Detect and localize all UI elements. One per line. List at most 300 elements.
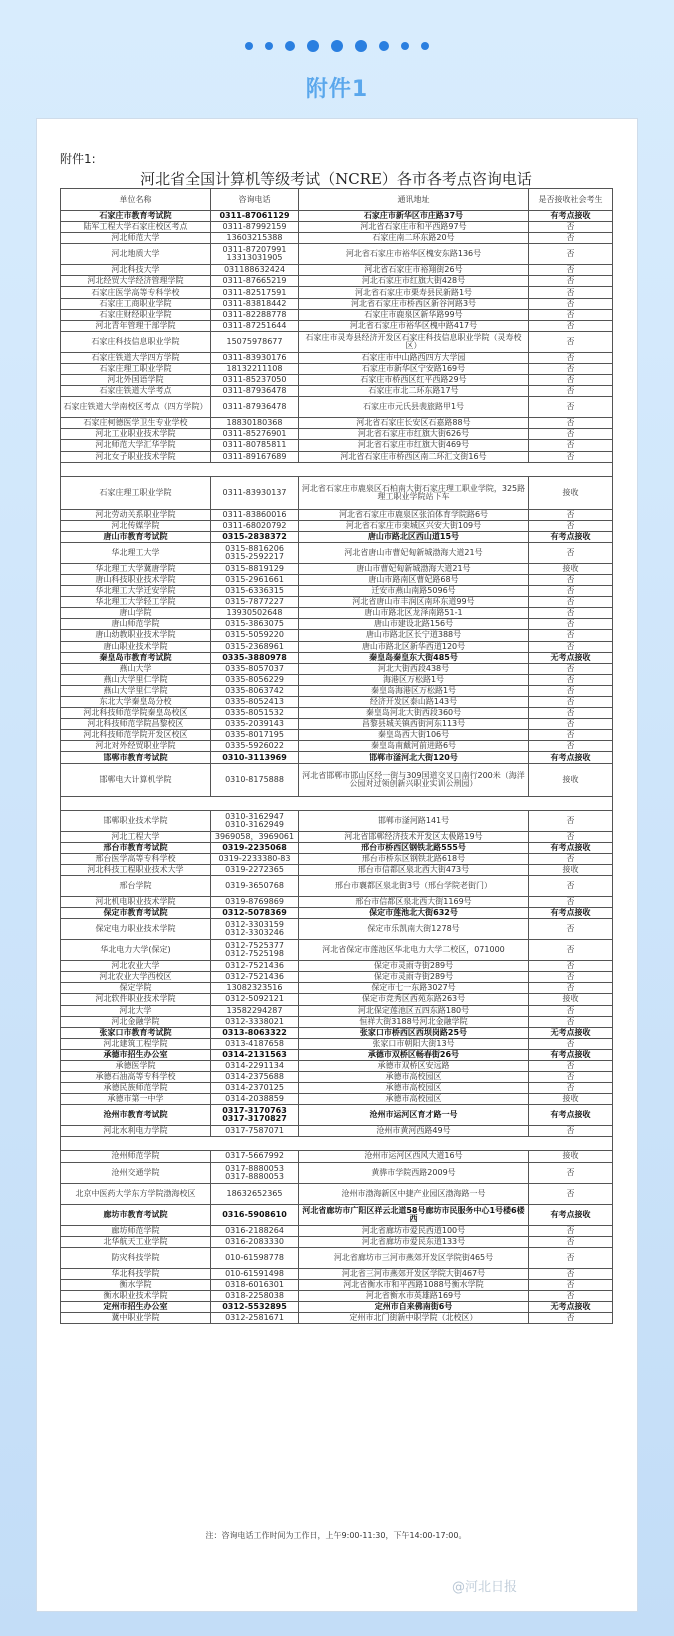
- accept-cell: 否: [529, 719, 613, 730]
- accept-cell: 否: [529, 509, 613, 520]
- unit-name-cell: 河北传媒学院: [61, 520, 211, 531]
- carousel-dots: [0, 40, 674, 52]
- accept-cell: 否: [529, 685, 613, 696]
- table-row: [61, 429, 613, 440]
- phone-cell: 13082323516: [211, 983, 299, 994]
- accept-cell: 否: [529, 1225, 613, 1236]
- table-row: [61, 940, 613, 961]
- phone-cell: 0310-8175888: [211, 763, 299, 796]
- accept-cell: 否: [529, 697, 613, 708]
- table-gap-row: [61, 462, 613, 476]
- unit-name-cell: 邯郸职业技术学院: [61, 810, 211, 831]
- accept-cell: 有考点接收: [529, 1204, 613, 1225]
- address-cell: 河北省廊坊市爱民东道133号: [299, 1236, 529, 1247]
- unit-name-cell: 唐山学院: [61, 608, 211, 619]
- table-row: [61, 908, 613, 919]
- table-row: [61, 619, 613, 630]
- unit-name-cell: 河北师范大学: [61, 233, 211, 244]
- accept-cell: 否: [529, 597, 613, 608]
- dot-icon: [265, 42, 273, 50]
- address-cell: 河北省保定市莲池区华北电力大学二校区，071000: [299, 940, 529, 961]
- phone-cell: 0311-83930137: [211, 476, 299, 509]
- table-row: [61, 418, 613, 429]
- table-header-row: [61, 189, 613, 211]
- table-row: [61, 531, 613, 542]
- table-row: [61, 919, 613, 940]
- unit-name-cell: 河北科技师范学院昌黎校区: [61, 719, 211, 730]
- address-cell: 邢台市桥西区钢铁北路555号: [299, 842, 529, 853]
- address-cell: 承德市高校园区: [299, 1083, 529, 1094]
- table-row: [61, 1247, 613, 1268]
- table-row: [61, 961, 613, 972]
- phone-cell: 0317-7587071: [211, 1126, 299, 1137]
- accept-cell: 有考点接收: [529, 908, 613, 919]
- address-cell: 河北石家庄市红旗大街428号: [299, 276, 529, 287]
- table-row: [61, 222, 613, 233]
- phone-cell: 0311-85237050: [211, 375, 299, 386]
- unit-name-cell: 河北农业大学: [61, 961, 211, 972]
- phone-cell: 0311-83930176: [211, 352, 299, 363]
- dot-icon: [285, 41, 295, 51]
- accept-cell: 无考点接收: [529, 652, 613, 663]
- address-cell: 昌黎县城关镇西街河东113号: [299, 719, 529, 730]
- phone-cell: 0335-5926022: [211, 741, 299, 752]
- unit-name-cell: 石家庄市教育考试院: [61, 211, 211, 222]
- accept-cell: 否: [529, 1268, 613, 1279]
- address-cell: 邢台市信都区泉北西大街1169号: [299, 896, 529, 907]
- document-title: 河北省全国计算机等级考试（NCRE）各市各考点咨询电话: [140, 170, 532, 188]
- phone-cell: 0311-68020792: [211, 520, 299, 531]
- phone-cell: 0311-82288778: [211, 309, 299, 320]
- table-row: [61, 730, 613, 741]
- phone-cell: 0312-5092121: [211, 994, 299, 1005]
- table-row: [61, 1126, 613, 1137]
- unit-name-cell: 石家庄铁道大学四方学院: [61, 352, 211, 363]
- accept-cell: 否: [529, 630, 613, 641]
- table-row: [61, 363, 613, 374]
- address-cell: 海港区万松路1号: [299, 674, 529, 685]
- unit-name-cell: 燕山大学里仁学院: [61, 685, 211, 696]
- address-cell: 河北省石家庄市红旗大街469号: [299, 440, 529, 451]
- table-row: [61, 741, 613, 752]
- unit-name-cell: 河北建筑工程学院: [61, 1038, 211, 1049]
- accept-cell: 接收: [529, 1094, 613, 1105]
- table-row: [61, 586, 613, 597]
- accept-cell: 否: [529, 265, 613, 276]
- address-cell: 河北省石家庄市红旗大街626号: [299, 429, 529, 440]
- address-cell: 邢台市桥东区钢铁北路618号: [299, 853, 529, 864]
- phone-cell: 031188632424: [211, 265, 299, 276]
- phone-cell: 0335-3880978: [211, 652, 299, 663]
- accept-cell: 否: [529, 730, 613, 741]
- address-cell: 唐山市路北区龙泽南路51-1: [299, 608, 529, 619]
- accept-cell: 否: [529, 641, 613, 652]
- phone-cell: 0311-82517591: [211, 287, 299, 298]
- phone-cell: 0312-7521436: [211, 972, 299, 983]
- phone-cell: 0318-2258038: [211, 1290, 299, 1301]
- unit-name-cell: 华北理工大学迁安学院: [61, 586, 211, 597]
- accept-cell: 否: [529, 586, 613, 597]
- accept-cell: 否: [529, 520, 613, 531]
- phone-cell: 0319-3650768: [211, 875, 299, 896]
- phone-cell: 0335-8052413: [211, 697, 299, 708]
- table-row: [61, 752, 613, 763]
- accept-cell: 否: [529, 1162, 613, 1183]
- address-cell: 邯郸市滏河路141号: [299, 810, 529, 831]
- address-cell: 承德市双桥区畅春街26号: [299, 1049, 529, 1060]
- unit-name-cell: 华北科技学院: [61, 1268, 211, 1279]
- address-cell: 定州市自来佛南街6号: [299, 1302, 529, 1313]
- phone-cell: 3969058，3969061: [211, 831, 299, 842]
- address-cell: 河北省三河市燕郊开发区学院大街467号: [299, 1268, 529, 1279]
- table-row: [61, 630, 613, 641]
- table-row: [61, 597, 613, 608]
- unit-name-cell: 唐山职业技术学院: [61, 641, 211, 652]
- table-row: [61, 1072, 613, 1083]
- table-row: [61, 287, 613, 298]
- table-gap-row: [61, 1137, 613, 1151]
- phone-cell: 0315-2838372: [211, 531, 299, 542]
- table-row: [61, 476, 613, 509]
- phone-cell: 18132211108: [211, 363, 299, 374]
- phone-cell: 0311-80785811: [211, 440, 299, 451]
- unit-name-cell: 保定市教育考试院: [61, 908, 211, 919]
- table-row: [61, 875, 613, 896]
- table-row: [61, 244, 613, 265]
- unit-name-cell: 河北大学: [61, 1005, 211, 1016]
- table-row: [61, 685, 613, 696]
- accept-cell: 有考点接收: [529, 752, 613, 763]
- unit-name-cell: 保定学院: [61, 983, 211, 994]
- accept-cell: 否: [529, 320, 613, 331]
- phone-cell: 0311-83818442: [211, 298, 299, 309]
- table-row: [61, 1083, 613, 1094]
- table-row: [61, 674, 613, 685]
- phone-cell: 0315-6336315: [211, 586, 299, 597]
- unit-name-cell: 河北软件职业技术学院: [61, 994, 211, 1005]
- phone-cell: 13930502648: [211, 608, 299, 619]
- unit-name-cell: 河北地质大学: [61, 244, 211, 265]
- address-cell: 秦皇岛河北大街西段360号: [299, 708, 529, 719]
- address-cell: 秦皇岛南戴河前进路6号: [299, 741, 529, 752]
- header-accept: 是否接收社会考生: [529, 189, 613, 211]
- address-cell: 河北省石家庄市栗寿县民新路1号: [299, 287, 529, 298]
- address-cell: 唐山市建设北路156号: [299, 619, 529, 630]
- table-row: [61, 1027, 613, 1038]
- unit-name-cell: 河北科技师范学院开发区校区: [61, 730, 211, 741]
- table-gap-row: [61, 796, 613, 810]
- accept-cell: 否: [529, 440, 613, 451]
- unit-name-cell: 防灾科技学院: [61, 1247, 211, 1268]
- table-row: [61, 1268, 613, 1279]
- phone-cell: 0316-2083330: [211, 1236, 299, 1247]
- address-cell: 张家口市朝阳大街13号: [299, 1038, 529, 1049]
- unit-name-cell: 河北师范大学汇华学院: [61, 440, 211, 451]
- phone-cell: 0310-3113969: [211, 752, 299, 763]
- table-row: [61, 276, 613, 287]
- unit-name-cell: 廊坊市教育考试院: [61, 1204, 211, 1225]
- address-cell: 定州市北门街新中职学院（北校区）: [299, 1313, 529, 1324]
- unit-name-cell: 承德民族师范学院: [61, 1083, 211, 1094]
- accept-cell: 接收: [529, 763, 613, 796]
- table-row: [61, 1279, 613, 1290]
- phone-cell: 0335-2039143: [211, 719, 299, 730]
- dot-icon: [331, 40, 343, 52]
- unit-name-cell: 河北机电职业技术学院: [61, 896, 211, 907]
- phone-cell: 0335-8017195: [211, 730, 299, 741]
- unit-name-cell: 河北科技师范学院秦皇岛校区: [61, 708, 211, 719]
- address-cell: 河北省衡水市英雄路169号: [299, 1290, 529, 1301]
- table-row: [61, 574, 613, 585]
- phone-cell: 18830180368: [211, 418, 299, 429]
- address-cell: 石家庄市桥西区红平西路29号: [299, 375, 529, 386]
- address-cell: 保定市七一东路3027号: [299, 983, 529, 994]
- address-cell: 石家庄市新华区宁安路169号: [299, 363, 529, 374]
- unit-name-cell: 承德石油高等专科学校: [61, 1072, 211, 1083]
- accept-cell: 否: [529, 397, 613, 418]
- table-row: [61, 233, 613, 244]
- phone-cell: 0311-87992159: [211, 222, 299, 233]
- unit-name-cell: 秦皇岛市教育考试院: [61, 652, 211, 663]
- unit-name-cell: 河北青年管理干部学院: [61, 320, 211, 331]
- unit-name-cell: 承德市招生办公室: [61, 1049, 211, 1060]
- table-row: [61, 810, 613, 831]
- gap-cell: [61, 462, 613, 476]
- address-cell: 秦皇岛海港区万松路1号: [299, 685, 529, 696]
- table-row: [61, 309, 613, 320]
- table-row: [61, 697, 613, 708]
- unit-name-cell: 衡水学院: [61, 1279, 211, 1290]
- dot-icon: [307, 40, 319, 52]
- unit-name-cell: 邯郸电大计算机学院: [61, 763, 211, 796]
- phone-cell: 0311-83860016: [211, 509, 299, 520]
- phone-cell: 0315-2961661: [211, 574, 299, 585]
- address-cell: 承德市双桥区安远路: [299, 1060, 529, 1071]
- phone-cell: 15075978677: [211, 331, 299, 352]
- dot-icon: [421, 42, 429, 50]
- accept-cell: 否: [529, 1016, 613, 1027]
- table-row: [61, 1225, 613, 1236]
- accept-cell: 否: [529, 386, 613, 397]
- contact-table: [60, 188, 613, 1324]
- accept-cell: 否: [529, 1236, 613, 1247]
- table-row: [61, 542, 613, 563]
- address-cell: 河北省石家庄市裕华区槐中路417号: [299, 320, 529, 331]
- accept-cell: 否: [529, 352, 613, 363]
- table-row: [61, 994, 613, 1005]
- unit-name-cell: 石家庄科技信息职业学院: [61, 331, 211, 352]
- phone-cell: 010-61598778: [211, 1247, 299, 1268]
- table-row: [61, 719, 613, 730]
- phone-cell: 0311-89167689: [211, 451, 299, 462]
- unit-name-cell: 河北金融学院: [61, 1016, 211, 1027]
- table-row: [61, 331, 613, 352]
- unit-name-cell: 河北女子职业技术学院: [61, 451, 211, 462]
- address-cell: 恒祥大街3188号河北金融学院: [299, 1016, 529, 1027]
- unit-name-cell: 石家庄医学高等专科学校: [61, 287, 211, 298]
- table-row: [61, 1105, 613, 1126]
- unit-name-cell: 河北对外经贸职业学院: [61, 741, 211, 752]
- phone-cell: 0312-3303159 0312-3303246: [211, 919, 299, 940]
- accept-cell: 否: [529, 708, 613, 719]
- address-cell: 河北省唐山市曹妃甸新城渤海大道21号: [299, 542, 529, 563]
- phone-cell: 0316-5908610: [211, 1204, 299, 1225]
- address-cell: 保定市莲池北大街632号: [299, 908, 529, 919]
- phone-cell: 0312-7525377 0312-7525198: [211, 940, 299, 961]
- address-cell: 保定市乐凯南大街1278号: [299, 919, 529, 940]
- accept-cell: 否: [529, 940, 613, 961]
- accept-cell: 否: [529, 1083, 613, 1094]
- address-cell: 石家庄市新华区市庄路37号: [299, 211, 529, 222]
- phone-cell: 0314-2038859: [211, 1094, 299, 1105]
- address-cell: 承德市高校园区: [299, 1072, 529, 1083]
- unit-name-cell: 河北科技工程职业技术大学: [61, 864, 211, 875]
- table-row: [61, 1204, 613, 1225]
- phone-cell: 0317-5667992: [211, 1151, 299, 1162]
- unit-name-cell: 河北工程大学: [61, 831, 211, 842]
- accept-cell: 否: [529, 287, 613, 298]
- accept-cell: 否: [529, 429, 613, 440]
- table-row: [61, 663, 613, 674]
- phone-cell: 0312-7521436: [211, 961, 299, 972]
- address-cell: 唐山市路北区长宁道388号: [299, 630, 529, 641]
- accept-cell: 否: [529, 1005, 613, 1016]
- accept-cell: 否: [529, 1126, 613, 1137]
- phone-cell: 0312-5078369: [211, 908, 299, 919]
- table-row: [61, 641, 613, 652]
- unit-name-cell: 河北水利电力学院: [61, 1126, 211, 1137]
- address-cell: 唐山市曹妃甸新城渤海大道21号: [299, 563, 529, 574]
- accept-cell: 否: [529, 1060, 613, 1071]
- phone-cell: 0314-2375688: [211, 1072, 299, 1083]
- table-row: [61, 375, 613, 386]
- phone-cell: 0311-87207991 13313031905: [211, 244, 299, 265]
- accept-cell: 无考点接收: [529, 1302, 613, 1313]
- header-unit: 单位名称: [61, 189, 211, 211]
- accept-cell: 有考点接收: [529, 211, 613, 222]
- unit-name-cell: 保定电力职业技术学院: [61, 919, 211, 940]
- dot-icon: [401, 42, 409, 50]
- table-row: [61, 853, 613, 864]
- phone-cell: 0335-8056229: [211, 674, 299, 685]
- unit-name-cell: 河北外国语学院: [61, 375, 211, 386]
- unit-name-cell: 张家口市教育考试院: [61, 1027, 211, 1038]
- address-cell: 河北省廊坊市三河市燕郊开发区学院街465号: [299, 1247, 529, 1268]
- accept-cell: 有考点接收: [529, 531, 613, 542]
- unit-name-cell: 邢台市教育考试院: [61, 842, 211, 853]
- header-phone: 咨询电话: [211, 189, 299, 211]
- address-cell: 河北省邯郸市邯山区经一街与309国道交叉口南行200米（海洋公园对过领创新兴职业实训公刑园）: [299, 763, 529, 796]
- unit-name-cell: 唐山幼教职业技术学院: [61, 630, 211, 641]
- address-cell: 石家庄市中山路西四方大学园: [299, 352, 529, 363]
- phone-cell: 0310-3162947 0310-3162949: [211, 810, 299, 831]
- table-body: [61, 211, 613, 1324]
- phone-cell: 010-61591498: [211, 1268, 299, 1279]
- table-row: [61, 608, 613, 619]
- phone-cell: 0314-2131563: [211, 1049, 299, 1060]
- address-cell: 沧州市渤海新区中捷产业园区渤海路一号: [299, 1183, 529, 1204]
- unit-name-cell: 沧州市教育考试院: [61, 1105, 211, 1126]
- unit-name-cell: 定州市招生办公室: [61, 1302, 211, 1313]
- dot-icon: [379, 41, 389, 51]
- accept-cell: 否: [529, 983, 613, 994]
- unit-name-cell: 河北农业大学西校区: [61, 972, 211, 983]
- accept-cell: 否: [529, 222, 613, 233]
- dot-icon: [355, 40, 367, 52]
- unit-name-cell: 华北电力大学(保定): [61, 940, 211, 961]
- accept-cell: 否: [529, 1313, 613, 1324]
- address-cell: 承德市高校园区: [299, 1094, 529, 1105]
- phone-cell: 0319-8769869: [211, 896, 299, 907]
- accept-cell: 否: [529, 919, 613, 940]
- unit-name-cell: 河北科技大学: [61, 265, 211, 276]
- address-cell: 秦皇岛西大街106号: [299, 730, 529, 741]
- phone-cell: 0311-85276901: [211, 429, 299, 440]
- address-cell: 河北省邯郸经济技术开发区太极路19号: [299, 831, 529, 842]
- accept-cell: 否: [529, 298, 613, 309]
- accept-cell: 否: [529, 674, 613, 685]
- table-row: [61, 831, 613, 842]
- phone-cell: 13582294287: [211, 1005, 299, 1016]
- phone-cell: 0317-3170763 0317-3170827: [211, 1105, 299, 1126]
- address-cell: 保定市灵雨寺街289号: [299, 961, 529, 972]
- address-cell: 河北省石家庄长安区石嘉路88号: [299, 418, 529, 429]
- unit-name-cell: 东北大学秦皇岛分校: [61, 697, 211, 708]
- accept-cell: 否: [529, 831, 613, 842]
- phone-cell: 0315-5059220: [211, 630, 299, 641]
- accept-cell: 否: [529, 1183, 613, 1204]
- unit-name-cell: 华北理工大学轻工学院: [61, 597, 211, 608]
- address-cell: 沧州市运河区育才路一号: [299, 1105, 529, 1126]
- unit-name-cell: 邢台医学高等专科学校: [61, 853, 211, 864]
- phone-cell: 0311-87936478: [211, 397, 299, 418]
- accept-cell: 否: [529, 961, 613, 972]
- phone-cell: 0313-8063322: [211, 1027, 299, 1038]
- phone-cell: 0314-2370125: [211, 1083, 299, 1094]
- accept-cell: 否: [529, 451, 613, 462]
- address-cell: 河北省石家庄市栾城区兴安大街109号: [299, 520, 529, 531]
- phone-cell: 0317-8880053 0317-8880053: [211, 1162, 299, 1183]
- table-row: [61, 972, 613, 983]
- watermark: @河北日报: [452, 1580, 518, 1595]
- table-row: [61, 397, 613, 418]
- table-row: [61, 352, 613, 363]
- phone-cell: 0335-8057037: [211, 663, 299, 674]
- address-cell: 黄骅市学院西路2009号: [299, 1162, 529, 1183]
- accept-cell: 否: [529, 972, 613, 983]
- table-row: [61, 298, 613, 309]
- accept-cell: 有考点接收: [529, 1105, 613, 1126]
- accept-cell: 否: [529, 542, 613, 563]
- table-row: [61, 1183, 613, 1204]
- phone-cell: 0315-2368961: [211, 641, 299, 652]
- table-row: [61, 1094, 613, 1105]
- table-row: [61, 451, 613, 462]
- unit-name-cell: 石家庄柯德医学卫生专业学校: [61, 418, 211, 429]
- address-cell: 石家庄南二环东路20号: [299, 233, 529, 244]
- accept-cell: 接收: [529, 563, 613, 574]
- unit-name-cell: 沧州交通学院: [61, 1162, 211, 1183]
- header-address: 通讯地址: [299, 189, 529, 211]
- accept-cell: 否: [529, 853, 613, 864]
- phone-cell: 0315-8816206 0315-2592217: [211, 542, 299, 563]
- accept-cell: 否: [529, 375, 613, 386]
- unit-name-cell: 北华航天工业学院: [61, 1236, 211, 1247]
- phone-cell: 0313-4187658: [211, 1038, 299, 1049]
- accept-cell: 否: [529, 233, 613, 244]
- phone-cell: 0318-6016301: [211, 1279, 299, 1290]
- address-cell: 河北省石家庄市裕翔街26号: [299, 265, 529, 276]
